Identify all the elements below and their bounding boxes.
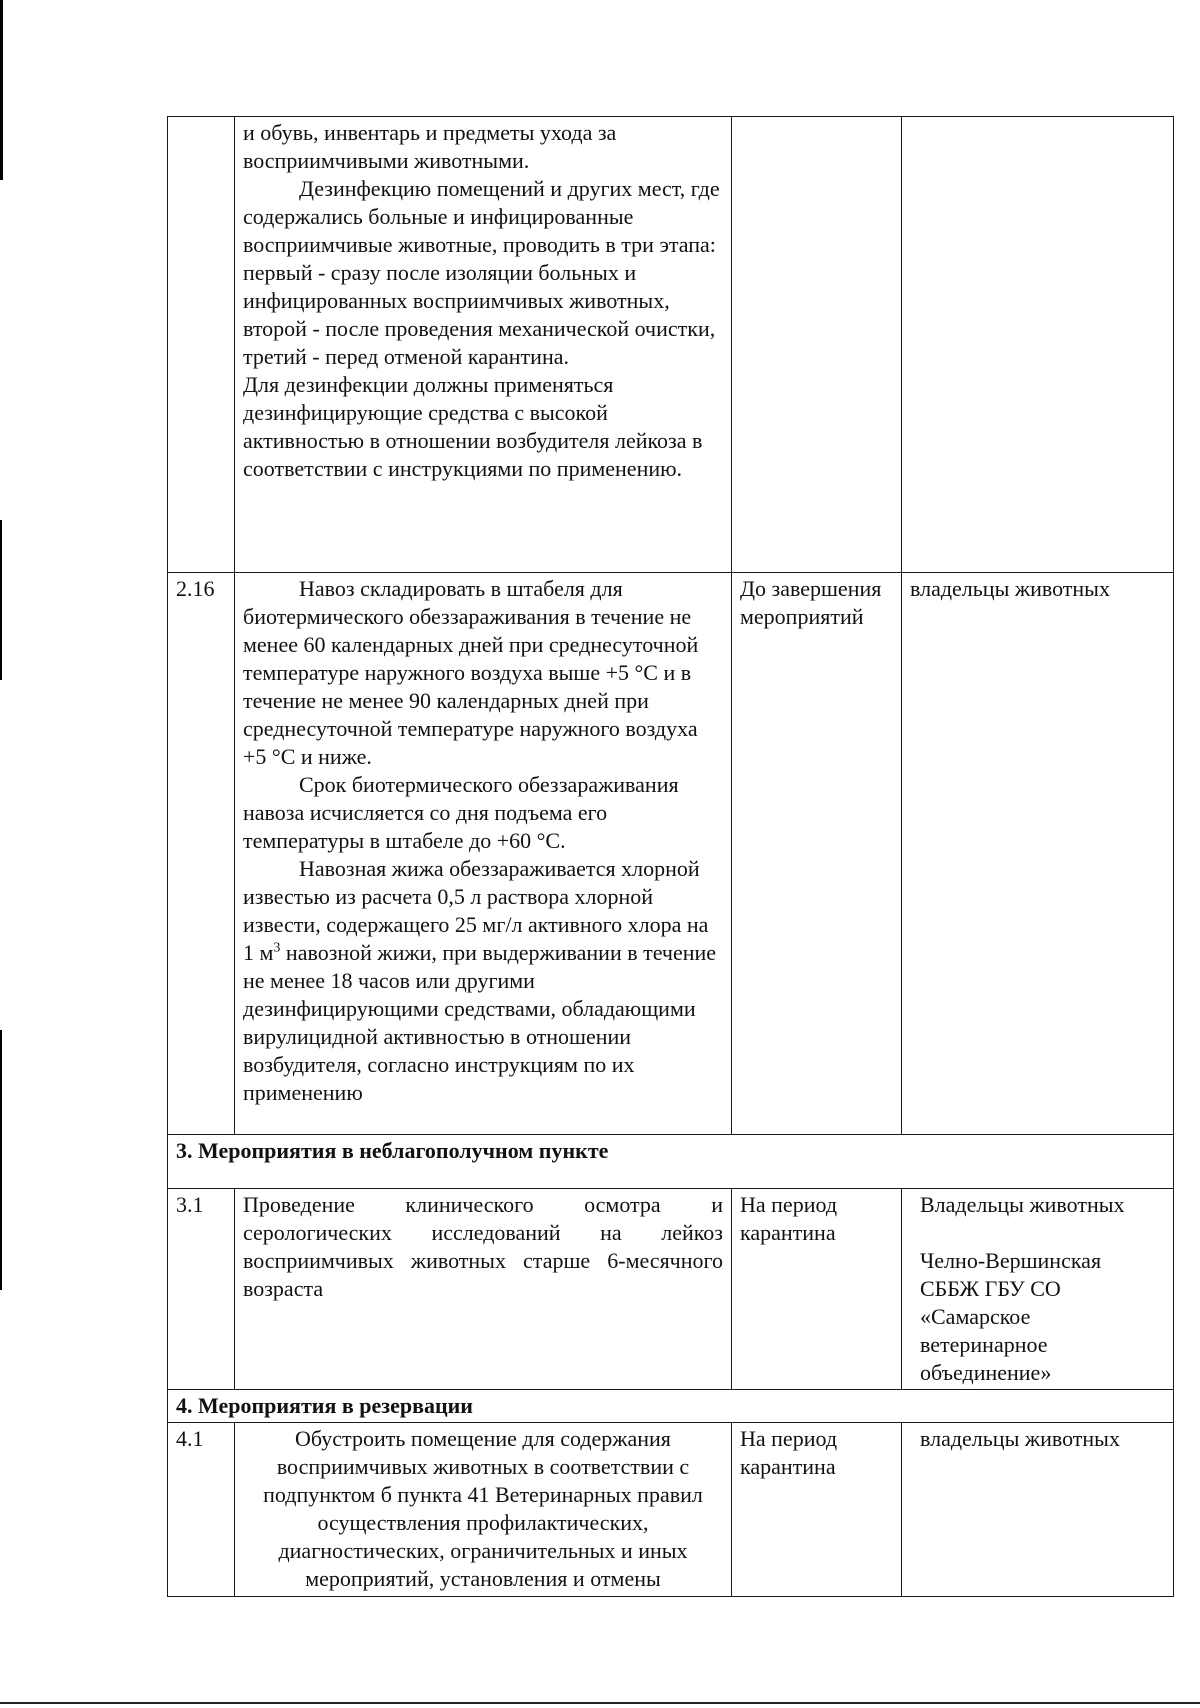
- row-number: 4.1: [168, 1423, 235, 1597]
- scan-edge-mark: [0, 520, 2, 680]
- measure-text-cell: Проведение клинического осмотра и серологических исследований на лейкоз восприимчивых животных старше 6-месячного возраста: [235, 1189, 732, 1390]
- section-title: 4. Мероприятия в резервации: [168, 1390, 1174, 1423]
- responsible-cell: [902, 117, 1174, 573]
- measure-paragraph: Дезинфекцию помещений и других мест, где содержались больные и инфицированные восприимчивые животные, проводить в три этапа: первый - сразу после изоляции больных и инфицированных восприимчивых животных, второй - после проведения механической очистки, третий - перед отменой карантина.: [243, 176, 720, 369]
- row-number-cell: [168, 117, 235, 573]
- row-number: 3.1: [168, 1189, 235, 1390]
- measure-text: Навозная жижа обеззараживается хлорной известью из расчета 0,5 л раствора хлорной извести, содержащего 25 мг/л активного хлора на 1 м: [243, 856, 709, 965]
- term-cell: До завершения мероприятий: [732, 573, 902, 1135]
- section-header-row: [168, 1390, 1174, 1423]
- responsible-spacer: [920, 1219, 1165, 1247]
- scan-edge-mark: [0, 1030, 2, 1290]
- measures-table: [167, 116, 1174, 1597]
- measure-text: навозной жижи, при выдерживании в течение не менее 18 часов или другими дезинфицирующими средствами, обладающими вирулицидной активностью в отношении возбудителя, согласно инструкциям по их применению: [243, 940, 717, 1105]
- term-cell: На период карантина: [732, 1423, 902, 1597]
- measure-paragraph: и обувь, инвентарь и предметы ухода за восприимчивыми животными.: [243, 120, 617, 173]
- measure-paragraph: Навоз складировать в штабеля для биотермического обеззараживания в течение не менее 60 календарных дней при среднесуточной температуре наружного воздуха выше +5 °C и в течение не менее 90 календарных дней при среднесуточной температуре наружного воздуха +5 °C и ниже.: [243, 576, 699, 769]
- section-header-row: [168, 1135, 1174, 1189]
- responsible-party: Владельцы животных: [920, 1192, 1125, 1217]
- measure-text-cell: Обустроить помещение для содержания восприимчивых животных в соответствии с подпунктом б пункта 41 Ветеринарных правил осуществления профилактических, диагностических, ограничительных и иных мероприятий, установления и отмены: [235, 1423, 732, 1597]
- table-row: [168, 1423, 1174, 1597]
- table-row: [168, 1189, 1174, 1390]
- superscript: 3: [273, 940, 281, 956]
- measure-text-cell: [235, 573, 732, 1135]
- measure-paragraph: Срок биотермического обеззараживания навоза исчисляется со дня подъема его температуры в штабеле до +60 °C.: [243, 772, 679, 853]
- measure-text-cell: [235, 117, 732, 573]
- table-row-continued: [168, 117, 1174, 573]
- responsible-cell: владельцы животных: [902, 1423, 1174, 1597]
- responsible-party: Челно-Вершинская СББЖ ГБУ СО «Самарское ветеринарное объединение»: [920, 1248, 1102, 1385]
- responsible-cell: владельцы животных: [902, 573, 1174, 1135]
- section-title: 3. Мероприятия в неблагополучном пункте: [168, 1135, 1174, 1189]
- measure-paragraph: Для дезинфекции должны применяться дезинфицирующие средства с высокой активностью в отношении возбудителя лейкоза в соответствии с инструкциями по применению.: [243, 372, 703, 481]
- term-cell: На период карантина: [732, 1189, 902, 1390]
- table-row: [168, 573, 1174, 1135]
- measure-paragraph: [243, 855, 723, 1107]
- responsible-cell: [902, 1189, 1174, 1390]
- term-cell: [732, 117, 902, 573]
- scan-edge-mark: [0, 0, 3, 180]
- page-bottom-edge: [0, 1702, 1200, 1704]
- row-number: 2.16: [168, 573, 235, 1135]
